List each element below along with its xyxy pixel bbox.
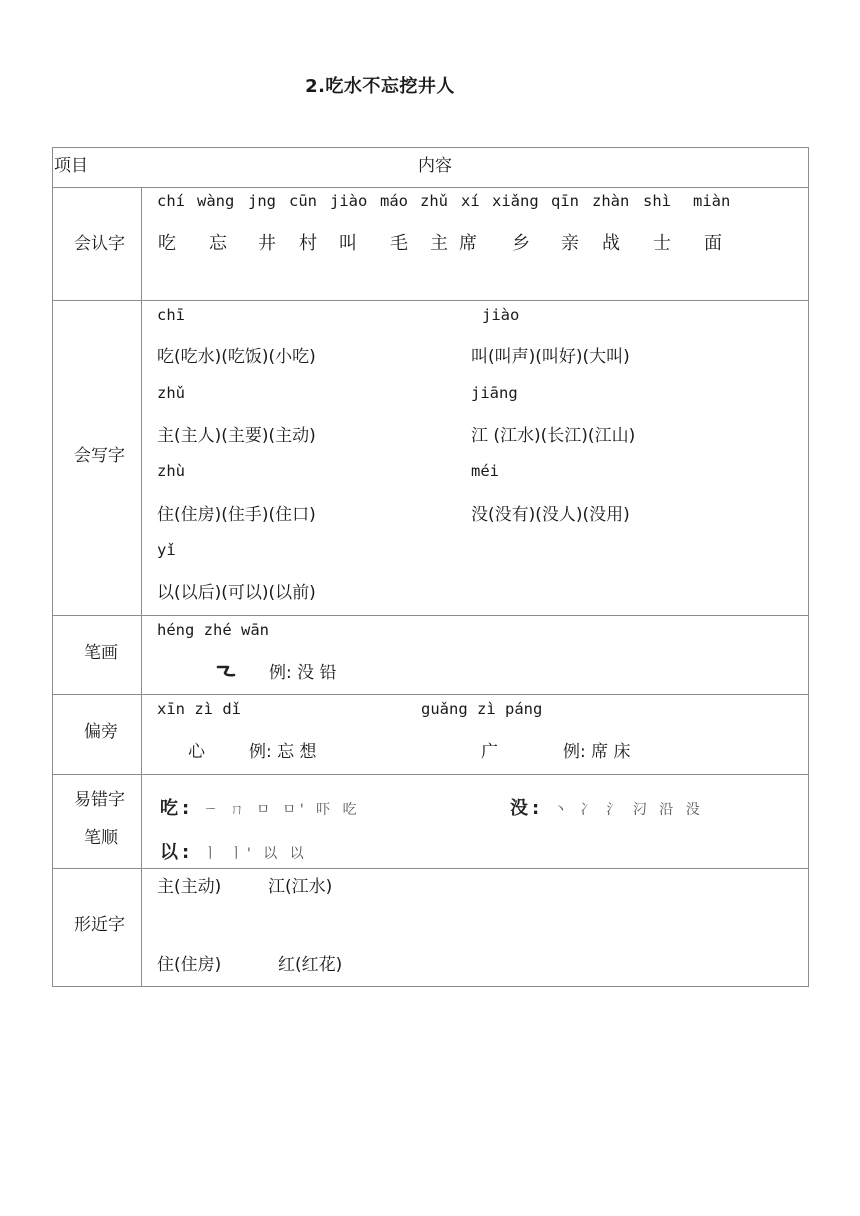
order-steps: 丶 冫 氵 汈 沿 没 [553,802,704,818]
row-divider [52,774,809,775]
hanzi: 战 [602,233,620,254]
hanzi: 忘 [209,233,227,254]
header-content: 内容 [418,156,452,176]
write-pinyin: zhù [157,462,185,480]
pinyin: zhǔ [420,192,448,210]
row-divider [52,615,809,616]
table-border-right [808,147,809,987]
write-pinyin: méi [471,462,499,480]
write-pinyin: chī [157,306,185,324]
row-divider [52,868,809,869]
write-words: 吃(吃水)(吃饭)(小吃) [157,347,316,367]
hanzi: 士 [653,233,671,254]
write-pinyin: jiào [482,306,520,324]
order-label: 易错字 [74,790,125,810]
radical-char: 广 [481,742,498,762]
table-border-bottom [52,986,809,987]
write-words: 以(以后)(可以)(以前) [157,583,316,603]
similar-word: 红(红花) [278,955,343,975]
order-char-label: 没: [510,798,544,819]
stroke-example: 例: 没 铅 [269,663,337,683]
order-label: 笔顺 [84,828,118,848]
hanzi: 叫 [339,233,357,254]
similar-label: 形近字 [74,915,125,935]
similar-word: 江(江水) [268,877,333,897]
write-pinyin: zhǔ [157,384,185,402]
recognize-label: 会认字 [74,234,125,254]
hanzi: 席 [459,233,477,254]
order-char-label: 以: [160,842,194,863]
row-divider [52,187,809,188]
write-pinyin: yǐ [157,541,176,559]
hanzi: 毛 [390,233,408,254]
radical-example: 例: 忘 想 [249,742,317,762]
stroke-order-chi [160,794,361,820]
radical-pinyin: guǎng zì páng [421,700,543,718]
heng-zhe-wan-stroke-icon [216,664,238,678]
radical-char: 心 [188,742,205,762]
write-words: 没(没有)(没人)(没用) [471,505,630,525]
table-column-divider [141,187,142,987]
pinyin: jiào [330,192,368,210]
pinyin: miàn [693,192,731,210]
pinyin: chí [157,192,185,210]
stroke-order-mei [510,794,704,820]
write-words: 叫(叫声)(叫好)(大叫) [471,347,630,367]
pinyin: qīn [551,192,579,210]
stroke-pinyin: héng zhé wān [157,621,269,639]
hanzi: 面 [704,233,722,254]
similar-word: 住(住房) [157,955,222,975]
pinyin: cūn [289,192,317,210]
radical-pinyin: xīn zì dǐ [157,700,241,718]
pinyin: xiǎng [492,192,539,210]
order-steps: ㄧ ㄇ ㅁ ㅁ' 吓 吃 [203,802,361,818]
radical-label: 偏旁 [84,722,118,742]
hanzi: 亲 [561,233,579,254]
page-title: 2.吃水不忘挖井人 [305,76,455,97]
write-label: 会写字 [74,446,125,466]
table-border-left [52,147,53,987]
write-words: 江 (江水)(长江)(江山) [471,426,636,446]
pinyin: máo [380,192,408,210]
pinyin: xí [461,192,480,210]
hanzi: 井 [258,233,276,254]
order-char-label: 吃: [160,798,194,819]
write-words: 主(主人)(主要)(主动) [157,426,316,446]
pinyin: jng [248,192,276,210]
pinyin: zhàn [592,192,630,210]
pinyin: wàng [197,192,235,210]
write-words: 住(住房)(住手)(住口) [157,505,316,525]
hanzi: 吃 [158,233,176,254]
row-divider [52,694,809,695]
header-item: 项目 [54,156,88,176]
radical-example: 例: 席 床 [563,742,631,762]
similar-word: 主(主动) [157,877,222,897]
hanzi: 乡 [512,233,530,254]
table-border-top [52,147,809,148]
write-pinyin: jiāng [471,384,518,402]
hanzi: 村 [299,233,317,254]
order-steps: ㅣ ㅣ' 以 以 [203,846,308,862]
row-divider [52,300,809,301]
stroke-label: 笔画 [84,643,118,663]
hanzi: 主 [430,233,448,254]
pinyin: shì [643,192,671,210]
stroke-order-yi [160,838,308,864]
